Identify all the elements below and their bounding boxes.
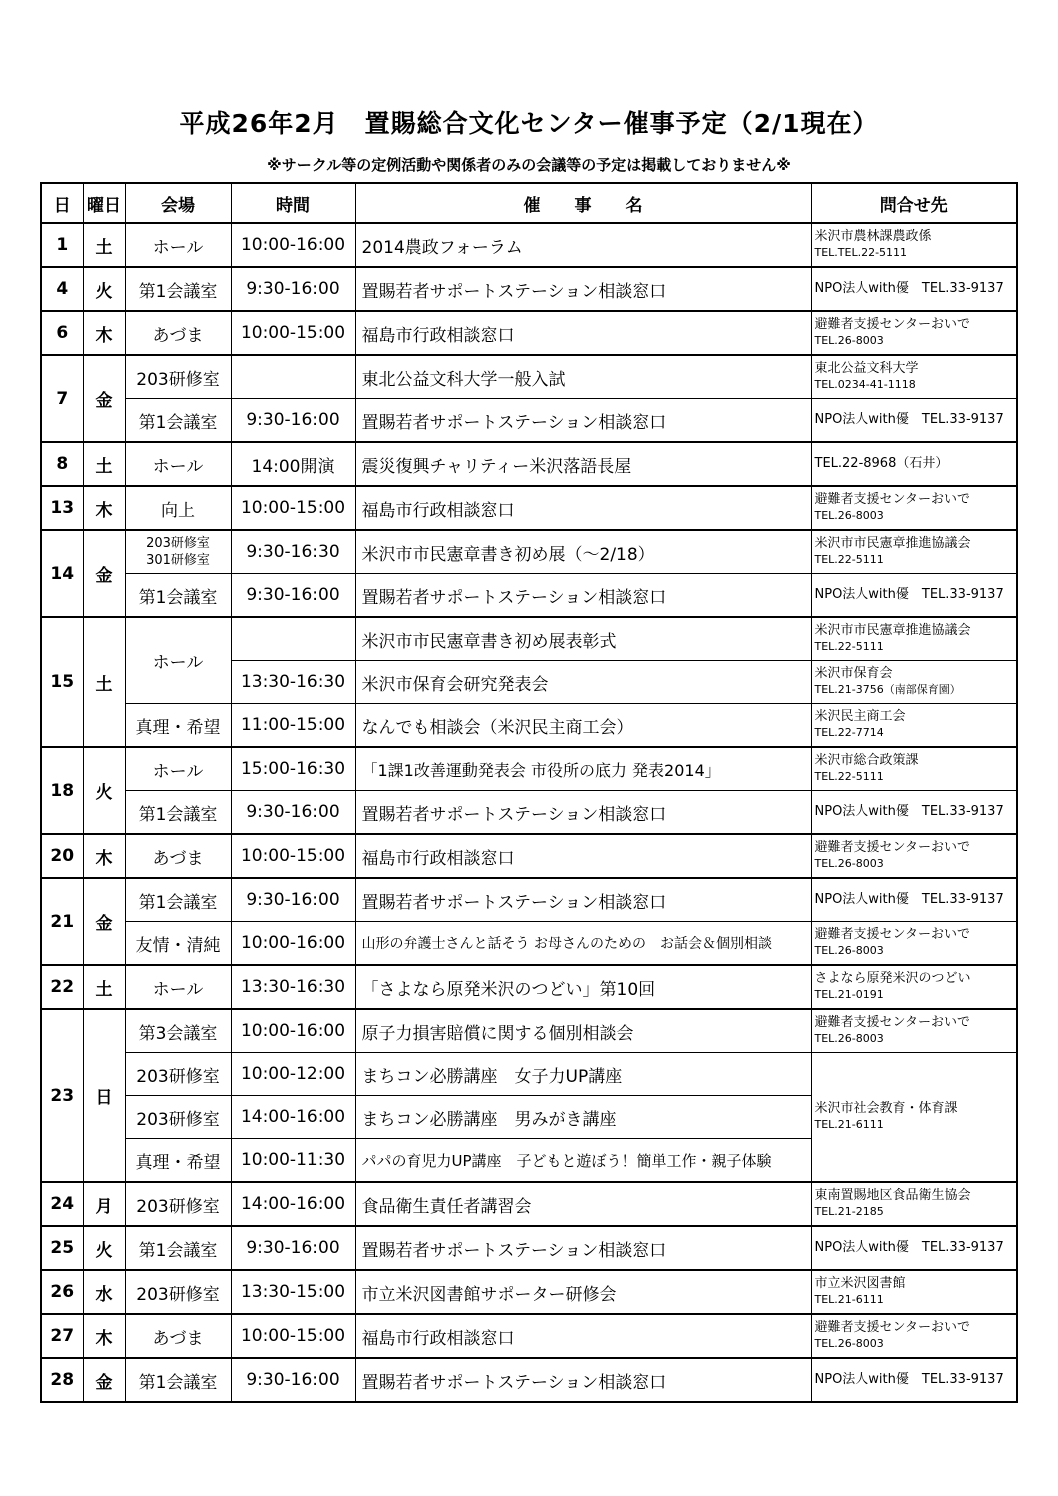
table-row [41, 311, 1017, 355]
venue-cell: ホール [125, 747, 231, 791]
time-cell: 14:00-16:00 [231, 1096, 355, 1139]
time-cell: 9:30-16:00 [231, 878, 355, 922]
table-row [41, 442, 1017, 486]
venue-cell: ホール [125, 617, 231, 704]
contact-cell [811, 223, 1017, 267]
weekday-cell: 金 [83, 878, 125, 965]
event-cell: 置賜若者サポートステーション相談窓口 [355, 399, 811, 443]
contact-phone: TEL.21-6111 [814, 1118, 884, 1131]
day-cell: 14 [41, 530, 83, 617]
time-cell: 13:30-16:30 [231, 965, 355, 1009]
venue-cell: ホール [125, 442, 231, 486]
contact-cell [811, 1358, 1017, 1402]
table-row [41, 355, 1017, 399]
contact-line: NPO法人with優 TEL.33-9137 [814, 1240, 1004, 1255]
event-cell: 米沢市保育会研究発表会 [355, 661, 811, 704]
contact-line: NPO法人with優 TEL.33-9137 [814, 1372, 1004, 1387]
contact-line: 米沢民主商工会 [814, 709, 906, 724]
weekday-cell: 土 [83, 223, 125, 267]
venue-cell: あづま [125, 311, 231, 355]
event-cell: 「さよなら原発米沢のつどい」第10回 [355, 965, 811, 1009]
event-cell: なんでも相談会（米沢民主商工会） [355, 704, 811, 748]
event-cell: 福島市行政相談窓口 [355, 1314, 811, 1358]
weekday-cell: 火 [83, 267, 125, 311]
contact-phone: TEL.22-5111 [814, 770, 884, 783]
contact-line: NPO法人with優 TEL.33-9137 [814, 804, 1004, 819]
table-row [41, 1053, 1017, 1096]
venue-cell: 真理・希望 [125, 1139, 231, 1183]
table-row [41, 878, 1017, 922]
venue-cell: 第3会議室 [125, 1009, 231, 1053]
weekday-cell: 日 [83, 1009, 125, 1182]
time-cell: 10:00-15:00 [231, 1314, 355, 1358]
table-row [41, 965, 1017, 1009]
event-schedule-table [40, 182, 1018, 1403]
time-cell: 10:00-15:00 [231, 486, 355, 530]
header-venue: 会場 [125, 183, 231, 223]
venue-cell: 第1会議室 [125, 1358, 231, 1402]
contact-line: 米沢市社会教育・体育課 [814, 1101, 958, 1116]
venue-cell: 向上 [125, 486, 231, 530]
contact-phone: TEL.22-7714 [814, 726, 884, 739]
contact-cell [811, 442, 1017, 486]
event-cell: 震災復興チャリティー米沢落語長屋 [355, 442, 811, 486]
contact-line: NPO法人with優 TEL.33-9137 [814, 412, 1004, 427]
event-cell: 米沢市市民憲章書き初め展（～2/18） [355, 530, 811, 574]
table-row [41, 617, 1017, 661]
event-cell: 米沢市市民憲章書き初め展表彰式 [355, 617, 811, 661]
venue-cell: あづま [125, 1314, 231, 1358]
table-row [41, 1182, 1017, 1226]
day-cell: 4 [41, 267, 83, 311]
time-cell [231, 617, 355, 661]
time-cell [231, 355, 355, 399]
weekday-cell: 月 [83, 1182, 125, 1226]
weekday-cell: 土 [83, 617, 125, 747]
contact-line: 避難者支援センターおいで [814, 840, 970, 855]
table-row [41, 922, 1017, 966]
venue-cell: 第1会議室 [125, 574, 231, 618]
time-cell: 14:00-16:00 [231, 1182, 355, 1226]
venue-cell: あづま [125, 834, 231, 878]
venue-cell: 友情・清純 [125, 922, 231, 966]
contact-phone: TEL.26-8003 [814, 509, 884, 522]
weekday-cell: 木 [83, 486, 125, 530]
event-cell: 原子力損害賠償に関する個別相談会 [355, 1009, 811, 1053]
weekday-cell: 金 [83, 1358, 125, 1402]
time-cell: 9:30-16:00 [231, 1358, 355, 1402]
venue-cell: 第1会議室 [125, 791, 231, 835]
contact-cell [811, 747, 1017, 791]
header-event: 催 事 名 [355, 183, 811, 223]
time-cell: 14:00開演 [231, 442, 355, 486]
contact-cell [811, 1314, 1017, 1358]
day-cell: 26 [41, 1270, 83, 1314]
time-cell: 10:00-12:00 [231, 1053, 355, 1096]
contact-cell [811, 661, 1017, 704]
contact-line: TEL.22-8968（石井） [814, 456, 949, 471]
header-time: 時間 [231, 183, 355, 223]
event-cell: まちコン必勝講座 男みがき講座 [355, 1096, 811, 1139]
event-cell: 山形の弁護士さんと話そう お母さんのための お話会＆個別相談 [355, 922, 811, 966]
time-cell: 10:00-16:00 [231, 1009, 355, 1053]
contact-phone: TEL.22-5111 [814, 553, 884, 566]
contact-line: 米沢市保育会 [814, 666, 893, 681]
event-cell: 食品衛生責任者講習会 [355, 1182, 811, 1226]
venue-line: 301研修室 [146, 553, 210, 568]
contact-line: 米沢市農林課農政係 [814, 229, 932, 244]
day-cell: 28 [41, 1358, 83, 1402]
contact-line: 避難者支援センターおいで [814, 492, 970, 507]
weekday-cell: 木 [83, 1314, 125, 1358]
contact-phone: TEL.26-8003 [814, 334, 884, 347]
contact-line: 避難者支援センターおいで [814, 1015, 970, 1030]
contact-line: 米沢市市民憲章推進協議会 [814, 623, 971, 638]
contact-phone: TEL.22-5111 [814, 640, 884, 653]
time-cell: 9:30-16:00 [231, 399, 355, 443]
day-cell: 20 [41, 834, 83, 878]
contact-line: 米沢市市民憲章推進協議会 [814, 536, 971, 551]
table-row [41, 791, 1017, 835]
day-cell: 25 [41, 1226, 83, 1270]
day-cell: 27 [41, 1314, 83, 1358]
contact-cell [811, 267, 1017, 311]
contact-line: 避難者支援センターおいで [814, 1320, 970, 1335]
venue-cell: ホール [125, 965, 231, 1009]
table-row [41, 747, 1017, 791]
table-row [41, 1314, 1017, 1358]
contact-line: NPO法人with優 TEL.33-9137 [814, 281, 1004, 296]
contact-cell [811, 530, 1017, 574]
time-cell: 10:00-15:00 [231, 834, 355, 878]
contact-line: さよなら原発米沢のつどい [814, 971, 971, 986]
venue-cell: 真理・希望 [125, 704, 231, 748]
event-cell: 置賜若者サポートステーション相談窓口 [355, 574, 811, 618]
contact-line: NPO法人with優 TEL.33-9137 [814, 892, 1004, 907]
time-cell: 10:00-11:30 [231, 1139, 355, 1183]
event-cell: 2014農政フォーラム [355, 223, 811, 267]
venue-cell: 第1会議室 [125, 399, 231, 443]
contact-line: 東北公益文科大学 [814, 361, 919, 376]
day-cell: 15 [41, 617, 83, 747]
header-row [41, 183, 1017, 223]
table-row [41, 834, 1017, 878]
event-cell: 福島市行政相談窓口 [355, 834, 811, 878]
contact-phone: TEL.TEL.22-5111 [814, 246, 908, 259]
contact-phone: TEL.21-0191 [814, 988, 884, 1001]
table-row [41, 1009, 1017, 1053]
day-cell: 24 [41, 1182, 83, 1226]
event-cell: まちコン必勝講座 女子力UP講座 [355, 1053, 811, 1096]
contact-cell [811, 311, 1017, 355]
event-cell: 置賜若者サポートステーション相談窓口 [355, 267, 811, 311]
table-row [41, 399, 1017, 443]
day-cell: 13 [41, 486, 83, 530]
contact-cell [811, 574, 1017, 618]
event-cell: 「1課1改善運動発表会 市役所の底力 発表2014」 [355, 747, 811, 791]
table-row [41, 1358, 1017, 1402]
day-cell: 18 [41, 747, 83, 834]
contact-cell [811, 965, 1017, 1009]
contact-cell [811, 1226, 1017, 1270]
event-cell: 置賜若者サポートステーション相談窓口 [355, 791, 811, 835]
contact-phone: TEL.26-8003 [814, 1032, 884, 1045]
event-cell: 市立米沢図書館サポーター研修会 [355, 1270, 811, 1314]
contact-line: 避難者支援センターおいで [814, 927, 970, 942]
venue-cell [125, 530, 231, 574]
contact-phone: TEL.21-3756（南部保育園） [814, 683, 961, 696]
venue-cell: 第1会議室 [125, 1226, 231, 1270]
contact-cell [811, 399, 1017, 443]
time-cell: 9:30-16:00 [231, 574, 355, 618]
contact-line: 米沢市総合政策課 [814, 753, 919, 768]
table-row [41, 486, 1017, 530]
contact-cell [811, 1270, 1017, 1314]
contact-cell [811, 1053, 1017, 1183]
time-cell: 10:00-16:00 [231, 223, 355, 267]
venue-cell: 第1会議室 [125, 878, 231, 922]
day-cell: 8 [41, 442, 83, 486]
venue-cell: 203研修室 [125, 1053, 231, 1096]
weekday-cell: 土 [83, 442, 125, 486]
contact-cell [811, 486, 1017, 530]
day-cell: 1 [41, 223, 83, 267]
day-cell: 6 [41, 311, 83, 355]
time-cell: 13:30-16:30 [231, 661, 355, 704]
weekday-cell: 火 [83, 747, 125, 834]
contact-cell [811, 791, 1017, 835]
event-cell: 置賜若者サポートステーション相談窓口 [355, 878, 811, 922]
table-row [41, 223, 1017, 267]
venue-cell: 203研修室 [125, 1270, 231, 1314]
venue-cell: 第1会議室 [125, 267, 231, 311]
time-cell: 10:00-16:00 [231, 922, 355, 966]
venue-cell: 203研修室 [125, 1182, 231, 1226]
contact-line: 避難者支援センターおいで [814, 317, 970, 332]
event-cell: 置賜若者サポートステーション相談窓口 [355, 1226, 811, 1270]
time-cell: 9:30-16:00 [231, 1226, 355, 1270]
contact-cell [811, 1182, 1017, 1226]
day-cell: 7 [41, 355, 83, 442]
table-row [41, 1270, 1017, 1314]
contact-cell [811, 922, 1017, 966]
contact-phone: TEL.21-2185 [814, 1205, 884, 1218]
day-cell: 23 [41, 1009, 83, 1182]
header-contact: 問合せ先 [811, 183, 1017, 223]
weekday-cell: 金 [83, 355, 125, 442]
table-row [41, 704, 1017, 748]
venue-cell: 203研修室 [125, 1096, 231, 1139]
contact-cell [811, 834, 1017, 878]
header-weekday: 曜日 [83, 183, 125, 223]
time-cell: 10:00-15:00 [231, 311, 355, 355]
page-subtitle: ※サークル等の定例活動や関係者のみの会議等の予定は掲載しておりません※ [267, 156, 791, 174]
weekday-cell: 水 [83, 1270, 125, 1314]
venue-line: 203研修室 [146, 536, 210, 551]
time-cell: 9:30-16:30 [231, 530, 355, 574]
contact-phone: TEL.26-8003 [814, 1337, 884, 1350]
event-cell: 東北公益文科大学一般入試 [355, 355, 811, 399]
time-cell: 9:30-16:00 [231, 791, 355, 835]
day-cell: 22 [41, 965, 83, 1009]
venue-cell: 203研修室 [125, 355, 231, 399]
day-cell: 21 [41, 878, 83, 965]
weekday-cell: 木 [83, 311, 125, 355]
contact-cell [811, 1009, 1017, 1053]
contact-phone: TEL.26-8003 [814, 944, 884, 957]
contact-cell [811, 355, 1017, 399]
time-cell: 11:00-15:00 [231, 704, 355, 748]
contact-line: 東南置賜地区食品衛生協会 [814, 1188, 971, 1203]
weekday-cell: 木 [83, 834, 125, 878]
contact-phone: TEL.26-8003 [814, 857, 884, 870]
contact-cell [811, 617, 1017, 661]
weekday-cell: 金 [83, 530, 125, 617]
contact-cell [811, 878, 1017, 922]
table-row [41, 1226, 1017, 1270]
weekday-cell: 火 [83, 1226, 125, 1270]
time-cell: 13:30-15:00 [231, 1270, 355, 1314]
venue-cell: ホール [125, 223, 231, 267]
contact-cell [811, 704, 1017, 748]
time-cell: 15:00-16:30 [231, 747, 355, 791]
header-day: 日 [41, 183, 83, 223]
contact-line: NPO法人with優 TEL.33-9137 [814, 587, 1004, 602]
table-row [41, 530, 1017, 574]
page-title: 平成26年2月 置賜総合文化センター催事予定（2/1現在） [179, 109, 879, 138]
table-row [41, 267, 1017, 311]
event-cell: 福島市行政相談窓口 [355, 486, 811, 530]
weekday-cell: 土 [83, 965, 125, 1009]
contact-line: 市立米沢図書館 [814, 1276, 906, 1291]
event-cell: パパの育児力UP講座 子どもと遊ぼう！簡単工作・親子体験 [355, 1139, 811, 1183]
contact-phone: TEL.0234-41-1118 [814, 378, 916, 391]
time-cell: 9:30-16:00 [231, 267, 355, 311]
event-cell: 置賜若者サポートステーション相談窓口 [355, 1358, 811, 1402]
table-row [41, 574, 1017, 618]
event-cell: 福島市行政相談窓口 [355, 311, 811, 355]
contact-phone: TEL.21-6111 [814, 1293, 884, 1306]
